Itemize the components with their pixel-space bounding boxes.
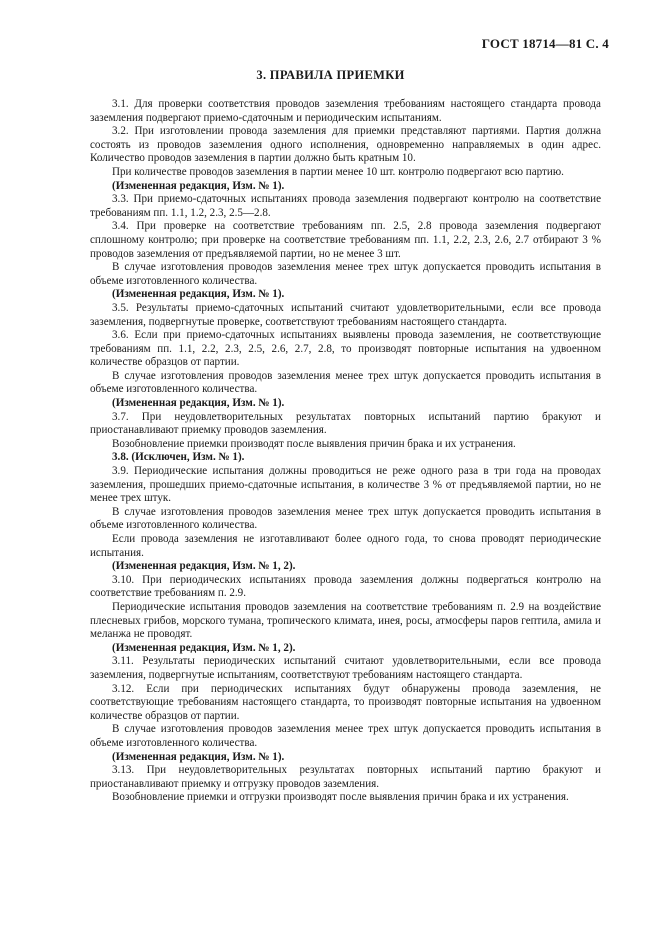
paragraph: 3.10. При периодических испытаниях провода заземления должны подвергаться контролю на соответствие требованиям п. 2.9. [90, 573, 601, 600]
revision-note: (Измененная редакция, Изм. № 1). [112, 750, 285, 763]
section-body [90, 98, 601, 805]
paragraph: В случае изготовления проводов заземления менее трех штук допускается проводить испытания в объеме изготовленного количества. [90, 261, 601, 287]
revision-note: (Измененная редакция, Изм. № 1). [112, 288, 285, 301]
paragraph: В случае изготовления проводов заземления менее трех штук допускается проводить испытания в объеме изготовленного количества. [90, 369, 601, 396]
paragraph: Возобновление приемки производят после выявления причин брака и их устранения. [112, 437, 516, 450]
paragraph: Периодические испытания проводов заземления на соответствие требованиям п. 2.9 на воздействие плесневых грибов, морского тумана, тропического климата, инея, росы, атмосферы паров гептила, амила и меланжа не проводят. [90, 600, 601, 641]
paragraph: В случае изготовления проводов заземления менее трех штук допускается проводить испытания в объеме изготовленного количества. [90, 505, 601, 532]
paragraph: 3.9. Периодические испытания должны проводиться не реже одного раза в три года на проводах заземления, прошедших приемо-сдаточные испытания, в количестве 3 % от предъявляемой партии, но не менее трех штук. [90, 465, 601, 505]
paragraph: При количестве проводов заземления в партии менее 10 шт. контролю подвергают всю партию. [112, 165, 564, 178]
paragraph: 3.1. Для проверки соответствия проводов заземления требованиям настоящего стандарта провода заземления подвергают приемо-сдаточным и периодическим испытаниям. [90, 98, 601, 124]
paragraph: В случае изготовления проводов заземления менее трех штук допускается проводить испытания в объеме изготовленного количества. [90, 723, 601, 749]
paragraph: 3.2. При изготовлении провода заземления для приемки представляют партиями. Партия должна состоять из проводов заземления одного исполнения, одновременно направляемых в один адрес. Количество проводов заземления в партии должно быть кратным 10. [90, 125, 601, 165]
revision-note: (Измененная редакция, Изм. № 1). [112, 397, 285, 410]
paragraph: 3.7. При неудовлетворительных результатах повторных испытаний партию бракуют и приостанавливают приемку проводов заземления. [90, 410, 601, 437]
paragraph: 3.4. При проверке на соответствие требованиям пп. 2.5, 2.8 провода заземления подвергают сплошному контролю; при проверке на соответствие требованиям пп. 1.1, 2.2, 2.3, 2.6, 2.7 отбирают 3 % проводов заземления от предъявляемой партии, но не менее 3 шт. [90, 220, 601, 260]
paragraph: 3.11. Результаты периодических испытаний считают удовлетворительными, если все провода заземления, подвергнутые испытаниям, соответствуют требованиям настоящего стандарта. [90, 655, 601, 681]
paragraph: 3.12. Если при периодических испытаниях будут обнаружены провода заземления, не соответствующие требованиям настоящего стандарта, то производят повторные испытания на удвоенном количестве образцов от партии. [90, 682, 601, 722]
paragraph: Если провода заземления не изготавливают более одного года, то снова проводят периодические испытания. [90, 533, 601, 559]
paragraph: 3.5. Результаты приемо-сдаточных испытаний считают удовлетворительными, если все провода заземления, подвергнутые проверке, соответствуют требованиям настоящего стандарта. [90, 301, 601, 328]
revision-note: (Измененная редакция, Изм. № 1, 2). [112, 641, 296, 654]
paragraph: Возобновление приемки и отгрузки производят после выявления причин брака и их устранения. [112, 791, 569, 804]
revision-note: 3.8. (Исключен, Изм. № 1). [112, 451, 245, 464]
revision-note: (Измененная редакция, Изм. № 1). [112, 179, 285, 192]
section-title: 3. ПРАВИЛА ПРИЕМКИ [256, 68, 405, 82]
running-header: ГОСТ 18714—81 С. 4 [481, 36, 609, 51]
revision-note: (Измененная редакция, Изм. № 1, 2). [112, 560, 296, 573]
paragraph: 3.13. При неудовлетворительных результатах повторных испытаний партию бракуют и приостанавливают приемку и отгрузку проводов заземления. [90, 764, 601, 790]
paragraph: 3.6. Если при приемо-сдаточных испытаниях выявлены провода заземления, не соответствующие требованиям пп. 1.1, 2.2, 2.3, 2.5, 2.6, 2.7, 2.8, то производят повторные испытания на удвоенном количестве образцов от партии. [90, 329, 601, 369]
paragraph: 3.3. При приемо-сдаточных испытаниях провода заземления подвергают контролю на соответствие требованиям пп. 1.1, 1.2, 2.3, 2.5—2.8. [90, 193, 601, 219]
